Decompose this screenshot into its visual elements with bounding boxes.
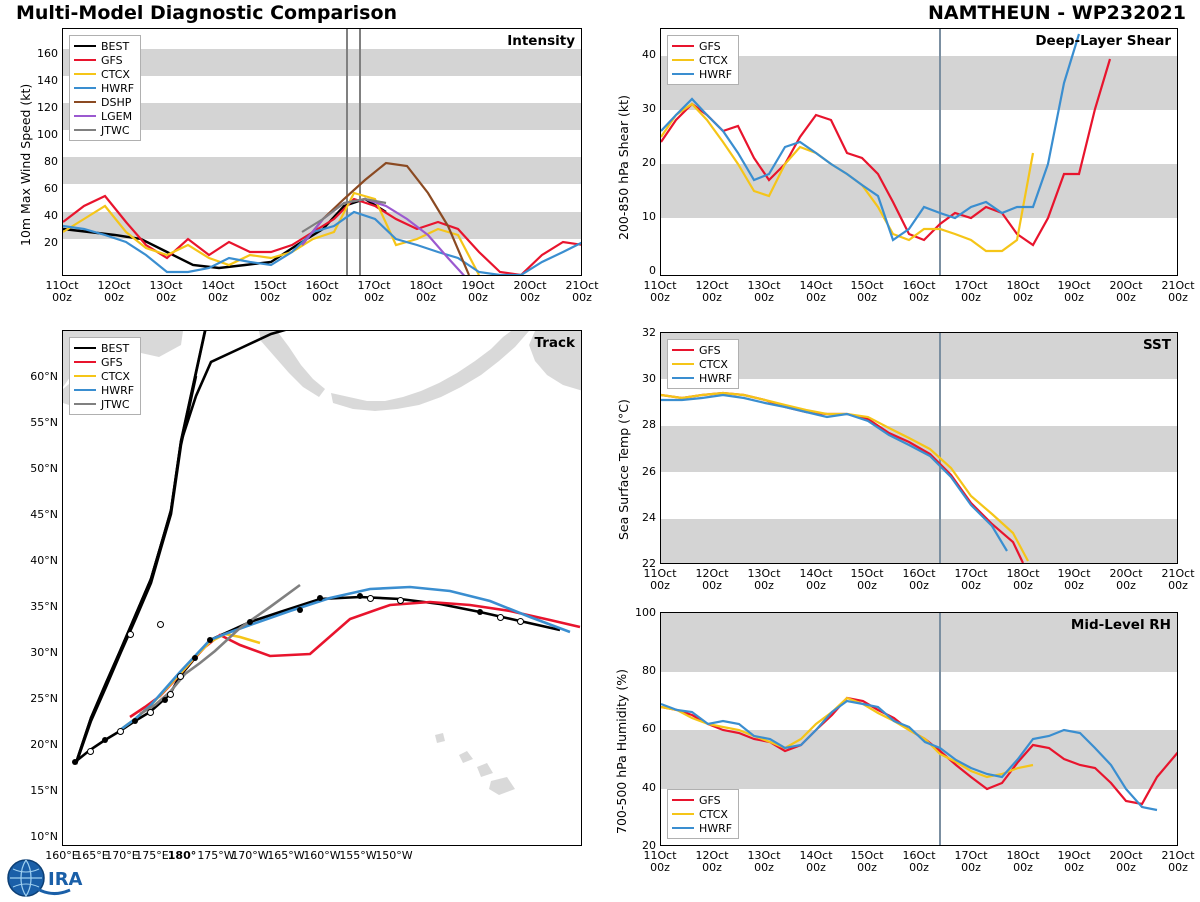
track-point-filled xyxy=(132,718,138,724)
xtick-lon: 175°W xyxy=(197,849,235,862)
xtick: 17Oct 00z xyxy=(954,279,988,304)
xtick-lon: 170°E xyxy=(105,849,139,862)
xtick: 12Oct 00z xyxy=(695,567,729,592)
ytick-lat: 45°N xyxy=(30,508,58,521)
ytick-lat: 55°N xyxy=(30,416,58,429)
legend-row xyxy=(74,81,134,95)
xtick-lon: 165°E xyxy=(75,849,109,862)
track-point-filled xyxy=(192,655,198,661)
xtick: 14Oct 00z xyxy=(799,849,833,874)
xtick: 12Oct 00z xyxy=(695,279,729,304)
shear-legend xyxy=(667,35,739,85)
legend-label: LGEM xyxy=(101,109,133,123)
legend-row xyxy=(74,109,134,123)
legend-row xyxy=(74,383,134,397)
track-panel-label: Track xyxy=(534,335,575,351)
legend-row xyxy=(672,67,732,81)
legend-swatch-ctcx xyxy=(74,375,96,377)
legend-swatch-best xyxy=(74,347,96,349)
track-point-filled xyxy=(207,637,213,643)
legend-label: BEST xyxy=(101,341,130,355)
legend-label: JTWC xyxy=(101,123,130,137)
legend-label: JTWC xyxy=(101,397,130,411)
legend-label: HWRF xyxy=(699,67,733,81)
cira-logo xyxy=(6,858,102,898)
legend-swatch-hwrf xyxy=(672,827,694,829)
legend-row xyxy=(672,807,732,821)
track-panel xyxy=(30,330,582,862)
ytick: 60 xyxy=(642,722,656,735)
ytick: 30 xyxy=(642,102,656,115)
legend-label: GFS xyxy=(101,53,123,67)
xtick: 21Oct 00z xyxy=(565,279,599,304)
storm-title: NAMTHEUN - WP232021 xyxy=(927,2,1186,24)
xtick: 19Oct 00z xyxy=(1057,849,1091,874)
legend-row xyxy=(74,355,134,369)
legend-swatch-jtwc xyxy=(74,129,96,131)
track-point-filled xyxy=(317,595,323,601)
ytick-lat: 30°N xyxy=(30,646,58,659)
sst-ylabel: Sea Surface Temp (°C) xyxy=(616,399,631,540)
track-point-open xyxy=(167,691,174,698)
sst-legend xyxy=(667,339,739,389)
xtick: 20Oct 00z xyxy=(1109,567,1143,592)
ytick: 20 xyxy=(642,839,656,852)
legend-row xyxy=(672,343,732,357)
xtick: 15Oct 00z xyxy=(850,567,884,592)
legend-swatch-ctcx xyxy=(672,813,694,815)
xtick: 19Oct 00z xyxy=(1057,567,1091,592)
xtick: 13Oct 00z xyxy=(747,279,781,304)
legend-swatch-gfs xyxy=(672,799,694,801)
track-point-open xyxy=(147,709,154,716)
legend-row xyxy=(74,53,134,67)
xtick: 13Oct 00z xyxy=(149,279,183,304)
legend-swatch-hwrf xyxy=(672,73,694,75)
xtick: 16Oct 00z xyxy=(902,849,936,874)
ytick: 80 xyxy=(44,155,58,168)
ytick-lat: 25°N xyxy=(30,692,58,705)
xtick: 18Oct 00z xyxy=(1006,849,1040,874)
ytick-lat: 50°N xyxy=(30,462,58,475)
ytick: 20 xyxy=(642,156,656,169)
xtick-lon: 160°E xyxy=(45,849,79,862)
intensity-panel xyxy=(18,28,599,304)
legend-label: GFS xyxy=(699,39,721,53)
xtick: 11Oct 00z xyxy=(643,567,677,592)
rh-legend xyxy=(667,789,739,839)
legend-row xyxy=(74,39,134,53)
legend-swatch-best xyxy=(74,45,96,47)
xtick: 19Oct 00z xyxy=(461,279,495,304)
xtick: 21Oct 00z xyxy=(1161,279,1195,304)
legend-row xyxy=(74,123,134,137)
legend-swatch-hwrf xyxy=(672,377,694,379)
ytick-lat: 15°N xyxy=(30,784,58,797)
legend-label: CTCX xyxy=(101,67,130,81)
xtick-lon: 150°W xyxy=(375,849,413,862)
ytick: 20 xyxy=(44,236,58,249)
legend-swatch-hwrf xyxy=(74,87,96,89)
ytick: 0 xyxy=(649,264,656,277)
legend-swatch-ctcx xyxy=(74,73,96,75)
legend-row xyxy=(672,357,732,371)
legend-row xyxy=(672,371,732,385)
xtick: 15Oct 00z xyxy=(253,279,287,304)
xtick-lon: 180° xyxy=(167,849,197,862)
track-point-filled xyxy=(297,607,303,613)
track-point-open xyxy=(87,748,94,755)
intensity-panel-label: Intensity xyxy=(507,33,575,49)
legend-label: GFS xyxy=(699,343,721,357)
legend-label: CTCX xyxy=(699,53,728,67)
xtick-lon: 170°W xyxy=(231,849,269,862)
track-point-open xyxy=(117,728,124,735)
xtick: 16Oct 00z xyxy=(902,567,936,592)
xtick: 14Oct 00z xyxy=(799,279,833,304)
svg-text:IRA: IRA xyxy=(48,869,83,890)
track-point-open xyxy=(127,631,134,638)
ytick: 40 xyxy=(642,48,656,61)
legend-swatch-dshp xyxy=(74,101,96,103)
track-legend xyxy=(69,337,141,415)
rh-ylabel: 700-500 hPa Humidity (%) xyxy=(614,668,629,834)
xtick: 15Oct 00z xyxy=(850,279,884,304)
legend-label: CTCX xyxy=(699,807,728,821)
xtick-lon: 160°W xyxy=(303,849,341,862)
legend-swatch-jtwc xyxy=(74,403,96,405)
xtick-lon: 175°E xyxy=(135,849,169,862)
xtick: 18Oct 00z xyxy=(409,279,443,304)
xtick: 16Oct 00z xyxy=(902,279,936,304)
xtick: 12Oct 00z xyxy=(695,849,729,874)
ytick: 30 xyxy=(642,372,656,385)
xtick: 20Oct 00z xyxy=(513,279,547,304)
legend-row xyxy=(74,341,134,355)
intensity-plot-area xyxy=(62,28,582,276)
legend-row xyxy=(74,95,134,109)
track-point-open xyxy=(367,595,374,602)
legend-label: HWRF xyxy=(101,81,135,95)
page-title: Multi-Model Diagnostic Comparison xyxy=(16,2,398,24)
legend-label: HWRF xyxy=(699,821,733,835)
track-point-open xyxy=(517,618,524,625)
legend-label: GFS xyxy=(101,355,123,369)
ytick-lat: 35°N xyxy=(30,600,58,613)
xtick: 13Oct 00z xyxy=(747,849,781,874)
xtick: 20Oct 00z xyxy=(1109,279,1143,304)
ytick-lat: 60°N xyxy=(30,370,58,383)
ytick-lat: 10°N xyxy=(30,830,58,843)
shear-ylabel: 200-850 hPa Shear (kt) xyxy=(616,95,631,240)
xtick: 16Oct 00z xyxy=(305,279,339,304)
track-point-filled xyxy=(72,759,78,765)
track-point-filled xyxy=(247,619,253,625)
ytick: 100 xyxy=(635,606,656,619)
track-point-filled xyxy=(162,697,168,703)
ytick: 40 xyxy=(642,781,656,794)
ytick: 22 xyxy=(642,557,656,570)
xtick: 11Oct 00z xyxy=(643,279,677,304)
legend-row xyxy=(74,369,134,383)
xtick: 14Oct 00z xyxy=(799,567,833,592)
ytick: 140 xyxy=(37,74,58,87)
shear-plot-area xyxy=(660,28,1178,276)
ytick: 28 xyxy=(642,418,656,431)
shear-panel-label: Deep-Layer Shear xyxy=(1035,33,1171,49)
legend-swatch-lgem xyxy=(74,115,96,117)
track-point-open xyxy=(497,614,504,621)
track-point-open xyxy=(157,621,164,628)
track-plot-area xyxy=(62,330,582,846)
ytick: 60 xyxy=(44,182,58,195)
legend-swatch-hwrf xyxy=(74,389,96,391)
legend-label: HWRF xyxy=(101,383,135,397)
xtick: 21Oct 00z xyxy=(1161,567,1195,592)
ytick-lat: 20°N xyxy=(30,738,58,751)
xtick: 13Oct 00z xyxy=(747,567,781,592)
rh-panel xyxy=(614,606,1195,874)
xtick-lon: 155°W xyxy=(339,849,377,862)
track-point-open xyxy=(397,597,404,604)
ytick: 160 xyxy=(37,47,58,60)
xtick: 18Oct 00z xyxy=(1006,567,1040,592)
sst-panel xyxy=(616,326,1195,592)
legend-label: DSHP xyxy=(101,95,132,109)
sst-panel-label: SST xyxy=(1142,337,1171,353)
ytick: 26 xyxy=(642,465,656,478)
xtick: 12Oct 00z xyxy=(97,279,131,304)
legend-label: CTCX xyxy=(101,369,130,383)
legend-row xyxy=(672,53,732,67)
xtick: 11Oct 00z xyxy=(643,849,677,874)
shear-panel xyxy=(616,28,1195,304)
xtick: 17Oct 00z xyxy=(954,849,988,874)
legend-swatch-gfs xyxy=(74,59,96,61)
ytick-lat: 40°N xyxy=(30,554,58,567)
legend-label: CTCX xyxy=(699,357,728,371)
legend-row xyxy=(74,397,134,411)
legend-swatch-gfs xyxy=(672,349,694,351)
legend-row xyxy=(74,67,134,81)
intensity-ylabel: 10m Max Wind Speed (kt) xyxy=(18,83,33,246)
xtick: 14Oct 00z xyxy=(201,279,235,304)
legend-label: BEST xyxy=(101,39,130,53)
ytick: 10 xyxy=(642,210,656,223)
legend-label: GFS xyxy=(699,793,721,807)
legend-swatch-gfs xyxy=(672,45,694,47)
ytick: 80 xyxy=(642,664,656,677)
track-point-filled xyxy=(477,609,483,615)
rh-plot-area xyxy=(660,612,1178,846)
rh-panel-label: Mid-Level RH xyxy=(1070,617,1171,633)
ytick: 24 xyxy=(642,511,656,524)
legend-row xyxy=(672,793,732,807)
intensity-legend xyxy=(69,35,141,141)
legend-row xyxy=(672,821,732,835)
xtick: 19Oct 00z xyxy=(1057,279,1091,304)
ytick: 100 xyxy=(37,128,58,141)
xtick: 11Oct 00z xyxy=(45,279,79,304)
legend-swatch-ctcx xyxy=(672,59,694,61)
legend-row xyxy=(672,39,732,53)
xtick: 17Oct 00z xyxy=(357,279,391,304)
sst-plot-area xyxy=(660,332,1178,564)
legend-swatch-gfs xyxy=(74,361,96,363)
xtick: 21Oct 00z xyxy=(1161,849,1195,874)
ytick: 40 xyxy=(44,209,58,222)
legend-label: HWRF xyxy=(699,371,733,385)
ytick: 120 xyxy=(37,101,58,114)
xtick: 15Oct 00z xyxy=(850,849,884,874)
xtick-lon: 165°W xyxy=(267,849,305,862)
ytick: 32 xyxy=(642,326,656,339)
xtick: 17Oct 00z xyxy=(954,567,988,592)
track-point-filled xyxy=(357,593,363,599)
xtick: 20Oct 00z xyxy=(1109,849,1143,874)
track-point-filled xyxy=(102,737,108,743)
legend-swatch-ctcx xyxy=(672,363,694,365)
xtick: 18Oct 00z xyxy=(1006,279,1040,304)
track-point-open xyxy=(177,673,184,680)
